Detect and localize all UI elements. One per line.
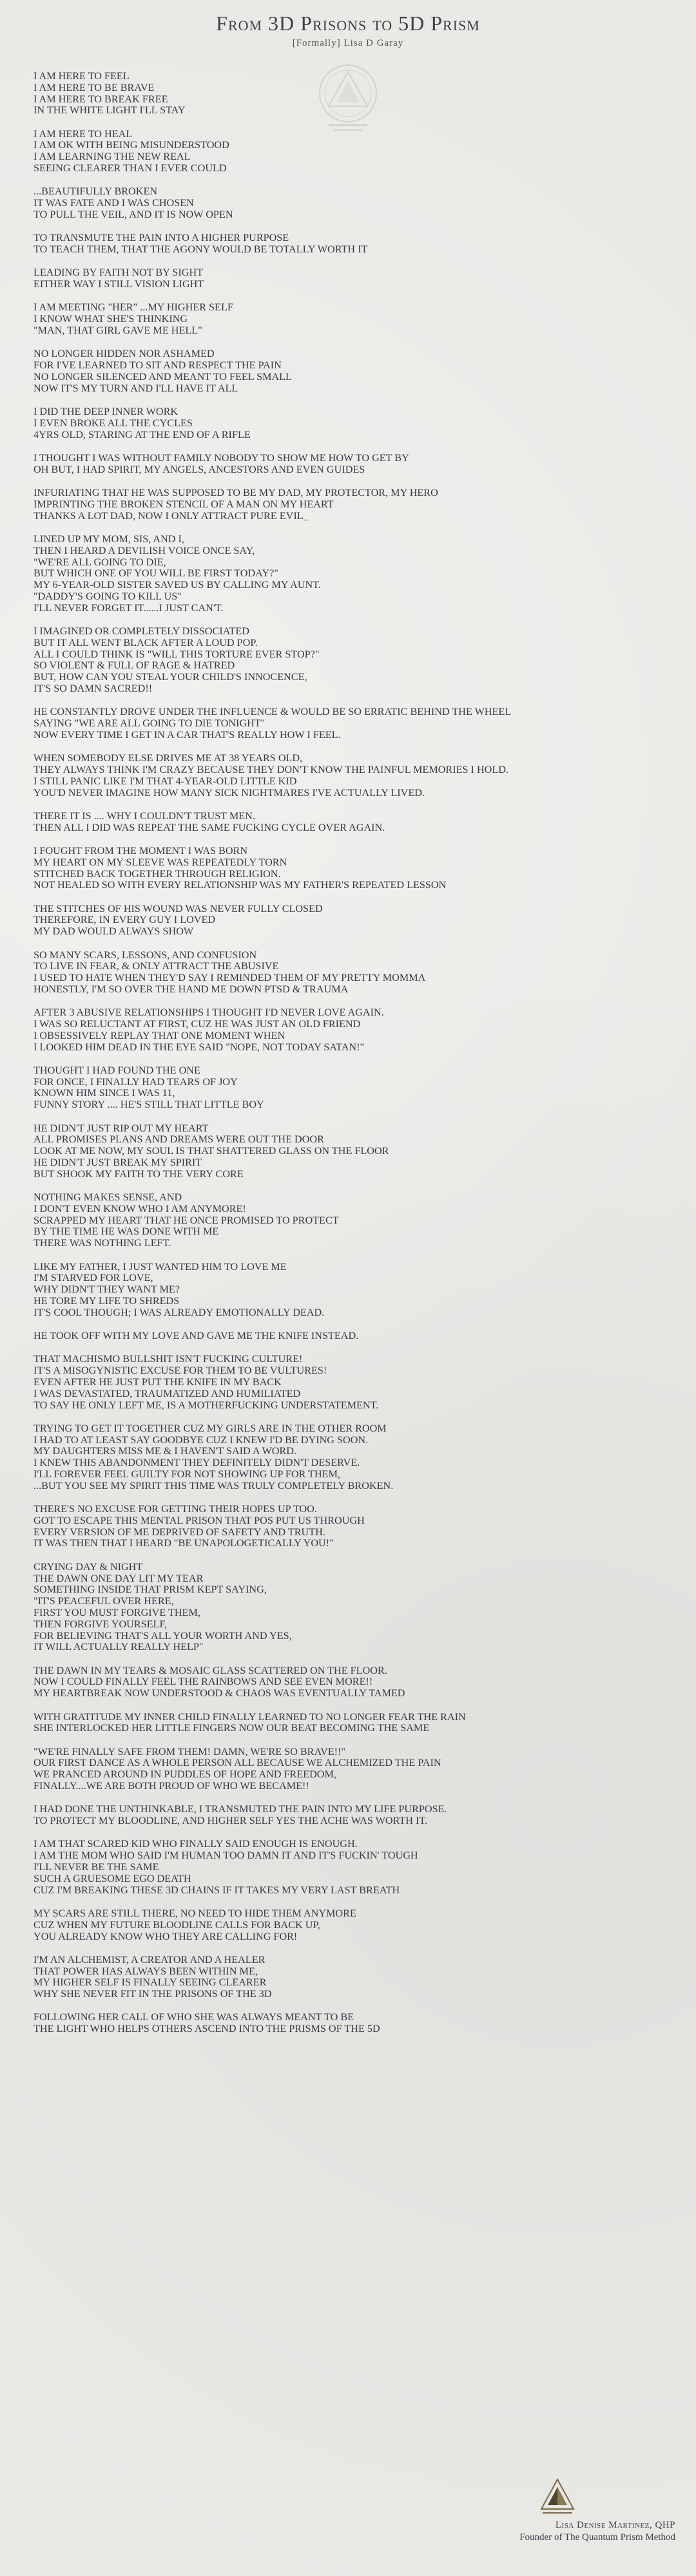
stanza xyxy=(34,267,678,290)
poem-line: 4YRS OLD, STARING AT THE END OF A RIFLE xyxy=(34,428,251,440)
poem-line: I AM HERE TO HEAL xyxy=(34,128,133,140)
poem-line: I OBSESSIVELY REPLAY THAT ONE MOMENT WHEN xyxy=(34,1029,285,1041)
poem-line: I WAS DEVASTATED, TRAUMATIZED AND HUMILIATED xyxy=(34,1387,301,1399)
poem-line: I AM HERE TO FEEL xyxy=(34,70,130,82)
stanza xyxy=(34,302,678,336)
poem-line: WHY DIDN'T THEY WANT ME? xyxy=(34,1283,180,1296)
stanza xyxy=(34,950,678,996)
poem-line: IT WAS FATE AND I WAS CHOSEN xyxy=(34,197,194,209)
poem-line: GOT TO ESCAPE THIS MENTAL PRISON THAT POS PUT US THROUGH xyxy=(34,1514,365,1526)
poem-line: I KNEW THIS ABANDONMENT THEY DEFINITELY DIDN'T DESERVE. xyxy=(34,1457,360,1469)
stanza xyxy=(34,1192,678,1249)
stanza xyxy=(34,232,678,256)
poem-line: I FOUGHT FROM THE MOMENT I WAS BORN xyxy=(34,844,248,857)
stanza xyxy=(34,488,678,522)
stanza xyxy=(34,1665,678,1700)
poem-line: SO MANY SCARS, LESSONS, AND CONFUSION xyxy=(34,949,257,961)
poem-line: I AM THE MOM WHO SAID I'M HUMAN TOO DAMN IT AND IT'S FUCKIN' TOUGH xyxy=(34,1850,418,1862)
stanza xyxy=(34,1562,678,1653)
poem-line: BY THE TIME HE WAS DONE WITH ME xyxy=(34,1226,219,1238)
poem-line: MY SCARS ARE STILL THERE, NO NEED TO HIDE THEM ANYMORE xyxy=(34,1907,356,1919)
poem-line: CUZ I'M BREAKING THESE 3D CHAINS IF IT TAKES MY VERY LAST BREATH xyxy=(34,1884,400,1896)
poem-line: I AM HERE TO BE BRAVE xyxy=(34,81,155,93)
signature-block xyxy=(519,2519,675,2544)
poem-line: I'M STARVED FOR LOVE, xyxy=(34,1272,153,1284)
poem-line: ALL PROMISES PLANS AND DREAMS WERE OUT THE DOOR xyxy=(34,1133,324,1146)
stanza xyxy=(34,1262,678,1319)
poem-line: I'M AN ALCHEMIST, A CREATOR AND A HEALER xyxy=(34,1953,266,1965)
poem-line: LINED UP MY MOM, SIS, AND I, xyxy=(34,533,184,545)
stanza xyxy=(34,904,678,938)
poem-line: OH BUT, I HAD SPIRIT, MY ANGELS, ANCESTORS AND EVEN GUIDES xyxy=(34,463,365,475)
poem-line: TRYING TO GET IT TOGETHER CUZ MY GIRLS ARE IN THE OTHER ROOM xyxy=(34,1422,387,1434)
poem-line: FOR ONCE, I FINALLY HAD TEARS OF JOY xyxy=(34,1075,238,1088)
poem-line: THOUGHT I HAD FOUND THE ONE xyxy=(34,1064,200,1076)
author-subtitle: [Formally] Lisa D Garay xyxy=(292,38,404,48)
poem-line: "WE'RE FINALLY SAFE FROM THEM! DAMN, WE'RE SO BRAVE!!" xyxy=(34,1745,346,1757)
poem-line: I'LL FOREVER FEEL GUILTY FOR NOT SHOWING UP FOR THEM, xyxy=(34,1468,340,1480)
poem-line: IT WILL ACTUALLY REALLY HELP" xyxy=(34,1641,204,1653)
poem-line: TO PULL THE VEIL, AND IT IS NOW OPEN xyxy=(34,208,233,220)
poem-line: AFTER 3 ABUSIVE RELATIONSHIPS I THOUGHT I'D NEVER LOVE AGAIN. xyxy=(34,1007,384,1019)
stanza xyxy=(34,534,678,614)
poem-line: YOU'D NEVER IMAGINE HOW MANY SICK NIGHTMARES I'VE ACTUALLY LIVED. xyxy=(34,786,425,799)
poem-line: THERE'S NO EXCUSE FOR GETTING THEIR HOPES UP TOO. xyxy=(34,1503,317,1515)
poem-line: NOT HEALED SO WITH EVERY RELATIONSHIP WAS MY FATHER'S REPEATED LESSON xyxy=(34,879,447,891)
poem-line: THEN FORGIVE YOURSELF, xyxy=(34,1618,168,1630)
poem-line: MY HEART ON MY SLEEVE WAS REPEATEDLY TORN xyxy=(34,856,287,868)
poem-line: SEEING CLEARER THAN I EVER COULD xyxy=(34,162,227,175)
poem-line: BUT WHICH ONE OF YOU WILL BE FIRST TODAY?" xyxy=(34,567,278,580)
poem-line: THEN I HEARD A DEVILISH VOICE ONCE SAY, xyxy=(34,544,255,556)
poem-body xyxy=(34,71,678,2047)
poem-line: "DADDY'S GOING TO KILL US" xyxy=(34,590,182,602)
poem-line: LEADING BY FAITH NOT BY SIGHT xyxy=(34,267,204,279)
poem-line: I AM THAT SCARED KID WHO FINALLY SAID ENOUGH IS ENOUGH. xyxy=(34,1838,358,1850)
poem-line: I USED TO HATE WHEN THEY'D SAY I REMINDED THEM OF MY PRETTY MOMMA xyxy=(34,972,426,984)
poem-line: HE TOOK OFF WITH MY LOVE AND GAVE ME THE KNIFE INSTEAD. xyxy=(34,1330,359,1342)
poem-line: NO LONGER SILENCED AND MEANT TO FEEL SMALL xyxy=(34,370,292,383)
poem-line: THERE IT IS .... WHY I COULDN'T TRUST MEN. xyxy=(34,810,255,822)
poem-line: KNOWN HIM SINCE I WAS 11, xyxy=(34,1087,175,1099)
stanza xyxy=(34,1423,678,1492)
poem-line: EITHER WAY I STILL VISION LIGHT xyxy=(34,278,204,290)
poem-line: LOOK AT ME NOW, MY SOUL IS THAT SHATTERED GLASS ON THE FLOOR xyxy=(34,1145,389,1157)
stanza xyxy=(34,1331,678,1342)
poem-line: TO LIVE IN FEAR, & ONLY ATTRACT THE ABUSIVE xyxy=(34,960,279,972)
poem-line: INFURIATING THAT HE WAS SUPPOSED TO BE MY DAD, MY PROTECTOR, MY HERO xyxy=(34,487,438,499)
poem-line: THAT MACHISMO BULLSHIT ISN'T FUCKING CULTURE! xyxy=(34,1353,303,1365)
poem-line: THANKS A LOT DAD, NOW I ONLY ATTRACT PURE EVIL_ xyxy=(34,509,309,522)
poem-line: FOR BELIEVING THAT'S ALL YOUR WORTH AND YES, xyxy=(34,1629,292,1642)
stanza xyxy=(34,1712,678,1735)
poem-line: I AM HERE TO BREAK FREE xyxy=(34,93,168,105)
stanza xyxy=(34,1504,678,1549)
poem-line: WHEN SOMEBODY ELSE DRIVES ME AT 38 YEARS OLD, xyxy=(34,752,303,764)
poem-line: SCRAPPED MY HEART THAT HE ONCE PROMISED TO PROTECT xyxy=(34,1214,339,1226)
poem-line: "IT'S PEACEFUL OVER HERE, xyxy=(34,1595,174,1607)
poem-line: NO LONGER HIDDEN NOR ASHAMED xyxy=(34,348,215,360)
poem-line: I AM MEETING "HER" ...MY HIGHER SELF xyxy=(34,301,233,314)
stanza xyxy=(34,1123,678,1180)
poem-line: MY 6-YEAR-OLD SISTER SAVED US BY CALLING MY AUNT. xyxy=(34,579,321,591)
signature-role: Founder of The Quantum Prism Method xyxy=(519,2532,675,2543)
poem-line: MY DAD WOULD ALWAYS SHOW xyxy=(34,925,194,938)
stanza xyxy=(34,129,678,175)
stanza xyxy=(34,348,678,394)
poem-line: I EVEN BROKE ALL THE CYCLES xyxy=(34,417,193,429)
poem-line: IMPRINTING THE BROKEN STENCIL OF A MAN ON MY HEART xyxy=(34,498,334,510)
poem-line: "MAN, THAT GIRL GAVE ME HELL" xyxy=(34,325,202,337)
poem-line: IT'S SO DAMN SACRED!! xyxy=(34,682,153,694)
stanza xyxy=(34,706,678,741)
poem-line: MY DAUGHTERS MISS ME & I HAVEN'T SAID A WORD. xyxy=(34,1445,296,1457)
poem-line: EVEN AFTER HE JUST PUT THE KNIFE IN MY BACK xyxy=(34,1376,282,1388)
poem-line: HE DIDN'T JUST RIP OUT MY HEART xyxy=(34,1122,209,1134)
poem-line: LIKE MY FATHER, I JUST WANTED HIM TO LOVE ME xyxy=(34,1260,287,1273)
poem-line: THE LIGHT WHO HELPS OTHERS ASCEND INTO THE PRISMS OF THE 5D xyxy=(34,2023,380,2035)
poem-line: BUT, HOW CAN YOU STEAL YOUR CHILD'S INNOCENCE, xyxy=(34,671,307,683)
stanza xyxy=(34,1839,678,1896)
poem-line: SOMETHING INSIDE THAT PRISM KEPT SAYING, xyxy=(34,1584,267,1596)
poem-line: BUT IT ALL WENT BLACK AFTER A LOUD POP. xyxy=(34,636,258,649)
poem-line: WE PRANCED AROUND IN PUDDLES OF HOPE AND FREEDOM, xyxy=(34,1768,336,1781)
poem-line: HE DIDN'T JUST BREAK MY SPIRIT xyxy=(34,1156,202,1168)
page-title: From 3D Prisons to 5D Prism xyxy=(216,12,480,35)
poem-line: SUCH A GRUESOME EGO DEATH xyxy=(34,1872,191,1884)
stanza xyxy=(34,626,678,695)
poem-line: HONESTLY, I'M SO OVER THE HAND ME DOWN PTSD & TRAUMA xyxy=(34,983,349,995)
poem-line: IT'S A MISOGYNISTIC EXCUSE FOR THEM TO BE VULTURES! xyxy=(34,1365,327,1377)
stanza xyxy=(34,753,678,799)
poem-line: OUR FIRST DANCE AS A WHOLE PERSON ALL BECAUSE WE ALCHEMIZED THE PAIN xyxy=(34,1757,441,1769)
poem-line: THERE WAS NOTHING LEFT. xyxy=(34,1237,171,1249)
poem-line: I DON'T EVEN KNOW WHO I AM ANYMORE! xyxy=(34,1202,246,1215)
poem-line: THEY ALWAYS THINK I'M CRAZY BECAUSE THEY DON'T KNOW THE PAINFUL MEMORIES I HOLD. xyxy=(34,763,508,775)
stanza xyxy=(34,846,678,891)
poem-line: NOW I COULD FINALLY FEEL THE RAINBOWS AND SEE EVEN MORE!! xyxy=(34,1676,373,1688)
poem-line: SHE INTERLOCKED HER LITTLE FINGERS NOW OUR BEAT BECOMING THE SAME xyxy=(34,1722,430,1734)
poem-line: FOR I'VE LEARNED TO SIT AND RESPECT THE PAIN xyxy=(34,359,282,372)
poem-line: I HAD DONE THE UNTHINKABLE, I TRANSMUTED THE PAIN INTO MY LIFE PURPOSE. xyxy=(34,1803,447,1815)
poem-line: MY HEARTBREAK NOW UNDERSTOOD & CHAOS WAS EVENTUALLY TAMED xyxy=(34,1687,405,1700)
poem-line: YOU ALREADY KNOW WHO THEY ARE CALLING FOR! xyxy=(34,1930,298,1942)
poem-line: I'LL NEVER FORGET IT......I JUST CAN'T. xyxy=(34,601,224,614)
poem-line: THEREFORE, IN EVERY GUY I LOVED xyxy=(34,914,216,926)
stanza xyxy=(34,453,678,476)
poem-line: FOLLOWING HER CALL OF WHO SHE WAS ALWAYS MEANT TO BE xyxy=(34,2011,354,2023)
signature-name: Lisa Denise Martinez, QHP xyxy=(555,2520,675,2530)
stanza xyxy=(34,2012,678,2035)
poem-line: I AM OK WITH BEING MISUNDERSTOOD xyxy=(34,139,229,151)
poem-line: IN THE WHITE LIGHT I'LL STAY xyxy=(34,104,186,117)
page-header xyxy=(0,0,696,49)
poem-line: EVERY VERSION OF ME DEPRIVED OF SAFETY AND TRUTH. xyxy=(34,1526,325,1538)
poem-line: WHY SHE NEVER FIT IN THE PRISONS OF THE 3D xyxy=(34,1988,272,2000)
poem-line: IT WAS THEN THAT I HEARD "BE UNAPOLOGETICALLY YOU!" xyxy=(34,1537,334,1549)
poem-line: "WE'RE ALL GOING TO DIE, xyxy=(34,556,166,568)
poem-line: THAT POWER HAS ALWAYS BEEN WITHIN ME, xyxy=(34,1965,258,1977)
poem-line: TO PROTECT MY BLOODLINE, AND HIGHER SELF YES THE ACHE WAS WORTH IT. xyxy=(34,1815,428,1827)
poem-line: THE DAWN ONE DAY LIT MY TEAR xyxy=(34,1572,204,1584)
poem-line: I KNOW WHAT SHE'S THINKING xyxy=(34,313,188,325)
poem-line: CUZ WHEN MY FUTURE BLOODLINE CALLS FOR BACK UP, xyxy=(34,1918,320,1931)
poem-line: I'LL NEVER BE THE SAME xyxy=(34,1861,159,1873)
stanza xyxy=(34,811,678,834)
stanza xyxy=(34,406,678,440)
stanza xyxy=(34,1354,678,1411)
stanza xyxy=(34,1747,678,1792)
poem-line: MY HIGHER SELF IS FINALLY SEEING CLEARER xyxy=(34,1976,267,1989)
poem-line: FINALLY....WE ARE BOTH PROUD OF WHO WE BECAME!! xyxy=(34,1780,309,1792)
stanza xyxy=(34,1007,678,1053)
poem-line: SAYING "WE ARE ALL GOING TO DIE TONIGHT" xyxy=(34,717,266,730)
poem-line: I LOOKED HIM DEAD IN THE EYE SAID "NOPE, NOT TODAY SATAN!" xyxy=(34,1041,365,1053)
poem-line: ...BUT YOU SEE MY SPIRIT THIS TIME WAS TRULY COMPLETELY BROKEN. xyxy=(34,1479,394,1492)
poem-line: STITCHED BACK TOGETHER THROUGH RELIGION. xyxy=(34,867,281,880)
poem-line: NOW EVERY TIME I GET IN A CAR THAT'S REALLY HOW I FEEL. xyxy=(34,728,341,741)
poem-line: THE STITCHES OF HIS WOUND WAS NEVER FULLY CLOSED xyxy=(34,902,323,914)
poem-line: ...BEAUTIFULLY BROKEN xyxy=(34,185,158,198)
poem-line: I WAS SO RELUCTANT AT FIRST, CUZ HE WAS JUST AN OLD FRIEND xyxy=(34,1018,361,1030)
poem-line: THE DAWN IN MY TEARS & MOSAIC GLASS SCATTERED ON THE FLOOR. xyxy=(34,1664,387,1676)
stanza xyxy=(34,1955,678,2000)
stanza xyxy=(34,1065,678,1111)
poem-line: SO VIOLENT & FULL OF RAGE & HATRED xyxy=(34,659,235,672)
poem-line: I THOUGHT I WAS WITHOUT FAMILY NOBODY TO SHOW ME HOW TO GET BY xyxy=(34,451,409,464)
poem-line: NOW IT'S MY TURN AND I'LL HAVE IT ALL xyxy=(34,382,238,394)
poem-line: FIRST YOU MUST FORGIVE THEM, xyxy=(34,1606,200,1618)
stanza xyxy=(34,1908,678,1942)
prism-logo-icon xyxy=(540,2478,575,2515)
stanza xyxy=(34,1804,678,1827)
poem-line: THEN ALL I DID WAS REPEAT THE SAME FUCKING CYCLE OVER AGAIN. xyxy=(34,821,385,833)
poem-line: CRYING DAY & NIGHT xyxy=(34,1560,143,1573)
stanza xyxy=(34,186,678,220)
poem-line: I HAD TO AT LEAST SAY GOODBYE CUZ I KNEW I'D BE DYING SOON. xyxy=(34,1434,369,1446)
poem-line: TO TRANSMUTE THE PAIN INTO A HIGHER PURPOSE xyxy=(34,232,289,244)
poem-line: ALL I COULD THINK IS "WILL THIS TORTURE EVER STOP?" xyxy=(34,648,320,660)
stanza xyxy=(34,71,678,117)
poem-line: I DID THE DEEP INNER WORK xyxy=(34,406,179,418)
poem-line: I AM LEARNING THE NEW REAL xyxy=(34,151,191,163)
poem-line: I STILL PANIC LIKE I'M THAT 4-YEAR-OLD LITTLE KID xyxy=(34,775,297,787)
poem-line: FUNNY STORY .... HE'S STILL THAT LITTLE BOY xyxy=(34,1099,264,1111)
poem-line: BUT SHOOK MY FAITH TO THE VERY CORE xyxy=(34,1168,244,1180)
poem-line: HE TORE MY LIFE TO SHREDS xyxy=(34,1294,180,1307)
poem-line: IT'S COOL THOUGH; I WAS ALREADY EMOTIONALLY DEAD. xyxy=(34,1306,325,1318)
poem-line: HE CONSTANTLY DROVE UNDER THE INFLUENCE & WOULD BE SO ERRATIC BEHIND THE WHEEL xyxy=(34,706,512,718)
poem-line: TO TEACH THEM, THAT THE AGONY WOULD BE TOTALLY WORTH IT xyxy=(34,243,368,256)
poem-line: WITH GRATITUDE MY INNER CHILD FINALLY LEARNED TO NO LONGER FEAR THE RAIN xyxy=(34,1710,466,1723)
poem-line: NOTHING MAKES SENSE, AND xyxy=(34,1191,182,1204)
poem-line: TO SAY HE ONLY LEFT ME, IS A MOTHERFUCKING UNDERSTATEMENT. xyxy=(34,1399,379,1411)
poem-line: I IMAGINED OR COMPLETELY DISSOCIATED xyxy=(34,625,250,637)
